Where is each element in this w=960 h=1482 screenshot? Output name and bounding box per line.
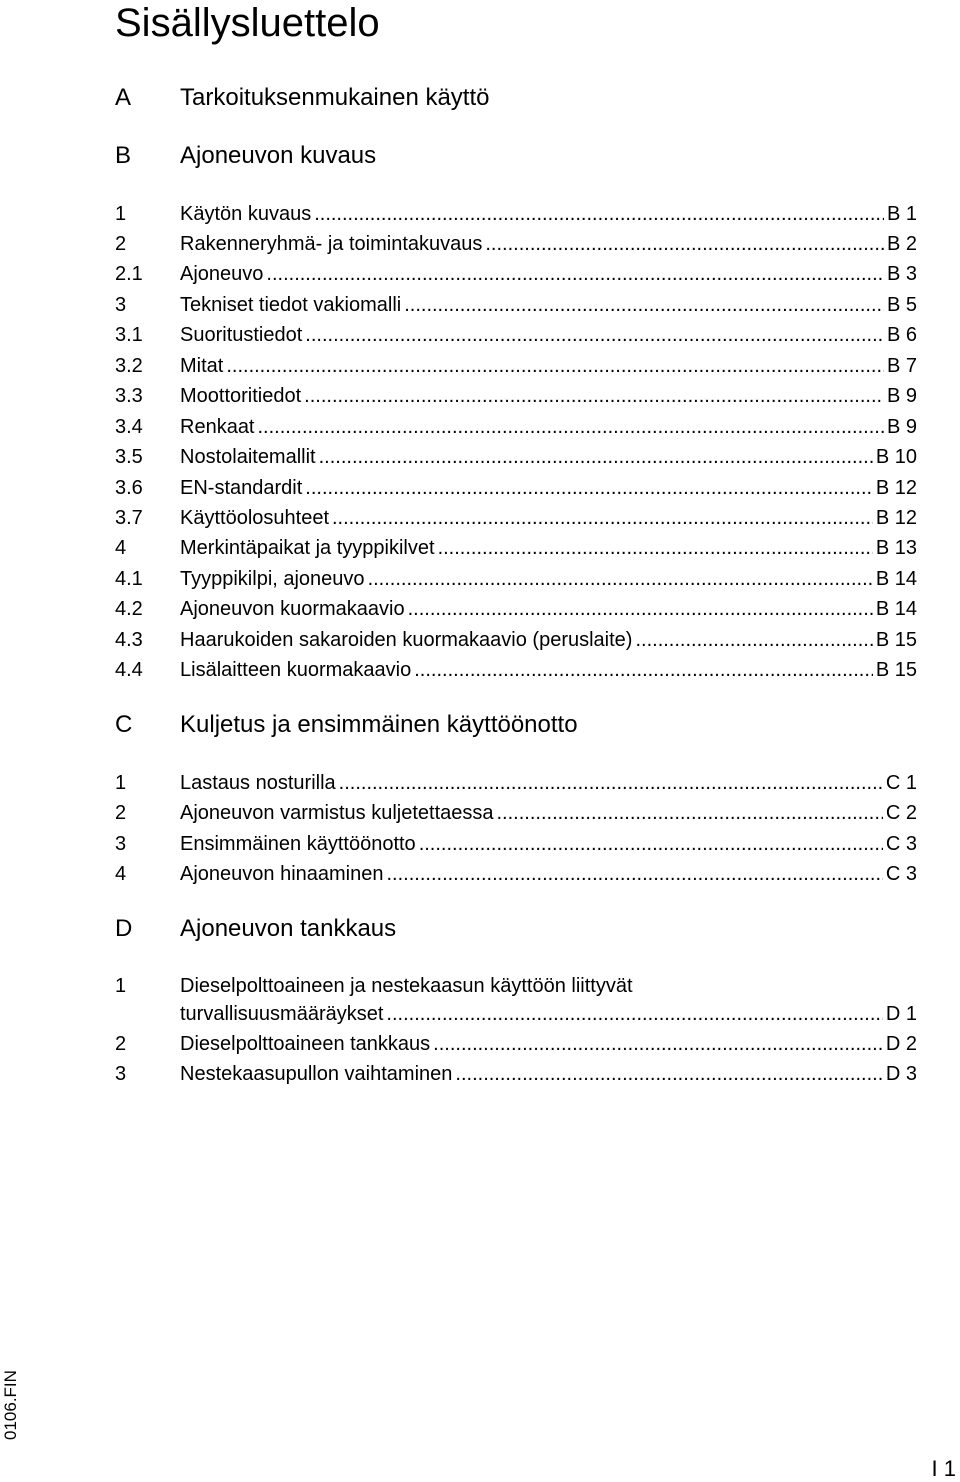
dot-leader [419, 832, 883, 856]
entry-title: Nestekaasupullon vaihtaminen [180, 1063, 453, 1085]
entry-number: 3.3 [115, 385, 143, 407]
dot-leader [305, 323, 884, 347]
entry-page: B 10 [875, 446, 917, 468]
toc-entry[interactable] [115, 597, 917, 621]
entry-number: 1 [115, 975, 127, 997]
dot-leader [314, 202, 884, 226]
entry-page: B 14 [875, 568, 917, 590]
section-title: Ajoneuvon kuvaus [180, 142, 377, 169]
toc-entry[interactable] [115, 801, 917, 825]
entry-title: Merkintäpaikat ja tyyppikilvet [180, 537, 435, 559]
dot-leader [339, 771, 883, 795]
entry-title: Suoritustiedot [180, 324, 303, 346]
dot-leader [433, 1032, 883, 1056]
entry-page: B 9 [886, 385, 917, 407]
entry-page: D 2 [885, 1033, 917, 1055]
entry-number: 3.2 [115, 355, 143, 377]
entry-title: turvallisuusmääräykset [180, 1003, 384, 1025]
toc-entry[interactable] [115, 567, 917, 591]
section-letter: C [115, 711, 133, 738]
dot-leader [497, 801, 883, 825]
entry-number: 4.2 [115, 598, 143, 620]
entry-number: 3 [115, 294, 127, 316]
entry-page: B 15 [875, 629, 917, 651]
entry-page: C 1 [885, 772, 917, 794]
entry-title: Ajoneuvon kuormakaavio [180, 598, 405, 620]
entry-title: Tekniset tiedot vakiomalli [180, 294, 402, 316]
dot-leader [408, 597, 873, 621]
entry-number: 3 [115, 833, 127, 855]
toc-entry[interactable] [115, 974, 917, 1028]
dot-leader [455, 1062, 882, 1086]
page-title: Sisällysluettelo [115, 1, 380, 45]
entry-number: 3.5 [115, 446, 143, 468]
entry-title: Tyyppikilpi, ajoneuvo [180, 568, 365, 590]
page-number: I 1 [931, 1456, 956, 1481]
entry-title: Rakenneryhmä- ja toimintakuvaus [180, 233, 483, 255]
toc-entry[interactable] [115, 506, 917, 530]
dot-leader [266, 262, 884, 286]
toc-entry[interactable] [115, 415, 917, 439]
entry-title: Haarukoiden sakaroiden kuormakaavio (peruslaite) [180, 629, 633, 651]
dot-leader [258, 415, 884, 439]
toc-entry[interactable] [115, 262, 917, 286]
entry-number: 4.4 [115, 659, 143, 681]
entry-number: 3 [115, 1063, 127, 1085]
entry-title: Dieselpolttoaineen tankkaus [180, 1033, 431, 1055]
entry-title: Ajoneuvon hinaaminen [180, 863, 384, 885]
section-letter: D [115, 915, 133, 942]
entry-page: B 9 [886, 416, 917, 438]
entry-number: 3.6 [115, 477, 143, 499]
entry-title: Ajoneuvon varmistus kuljetettaessa [180, 802, 494, 824]
toc-entry[interactable] [115, 445, 917, 469]
entry-number: 2 [115, 233, 127, 255]
section-letter: B [115, 142, 132, 169]
entry-page: C 3 [885, 863, 917, 885]
toc-entry[interactable] [115, 202, 917, 226]
toc-entry[interactable] [115, 323, 917, 347]
section-title: Kuljetus ja ensimmäinen käyttöönotto [180, 711, 578, 738]
dot-leader [332, 506, 873, 530]
dot-leader [304, 384, 884, 408]
entry-page: B 7 [886, 355, 917, 377]
entry-page: D 1 [885, 1003, 917, 1025]
entry-number: 3.7 [115, 507, 143, 529]
entry-number: 4 [115, 863, 127, 885]
entry-number: 1 [115, 772, 127, 794]
entry-page: C 3 [885, 833, 917, 855]
entry-page: C 2 [885, 802, 917, 824]
entry-page: B 12 [875, 507, 917, 529]
dot-leader [414, 658, 873, 682]
toc-entry[interactable] [115, 354, 917, 378]
dot-leader [305, 476, 873, 500]
entry-title: Moottoritiedot [180, 385, 302, 407]
toc-entry[interactable] [115, 536, 917, 560]
entry-title: Ensimmäinen käyttöönotto [180, 833, 416, 855]
entry-page: B 3 [886, 263, 917, 285]
entry-number: 3.4 [115, 416, 143, 438]
dot-leader [485, 232, 884, 256]
dot-leader [404, 293, 884, 317]
section-letter: A [115, 84, 132, 111]
toc-entry[interactable] [115, 771, 917, 795]
entry-page: B 6 [886, 324, 917, 346]
entry-page: B 5 [886, 294, 917, 316]
toc-entry[interactable] [115, 1062, 917, 1086]
entry-page: B 2 [886, 233, 917, 255]
dot-leader [226, 354, 884, 378]
toc-entry[interactable] [115, 476, 917, 500]
section-title: Tarkoituksenmukainen käyttö [180, 84, 490, 111]
toc-entry[interactable] [115, 232, 917, 256]
entry-title: Ajoneuvo [180, 263, 264, 285]
section-title: Ajoneuvon tankkaus [180, 915, 397, 942]
toc-entry[interactable] [115, 658, 917, 682]
entry-page: B 13 [875, 537, 917, 559]
entry-number: 2 [115, 1033, 127, 1055]
entry-title: Lastaus nosturilla [180, 772, 336, 794]
entry-number: 4.3 [115, 629, 143, 651]
entry-number: 4 [115, 537, 127, 559]
entry-number: 2.1 [115, 263, 143, 285]
dot-leader [368, 567, 873, 591]
toc-entry[interactable] [115, 628, 917, 652]
entry-number: 3.1 [115, 324, 143, 346]
document-code: 0106.FIN [1, 1370, 20, 1440]
dot-leader [319, 445, 873, 469]
toc-entry[interactable] [115, 832, 917, 856]
toc-entry[interactable] [115, 1032, 917, 1056]
toc-entry[interactable] [115, 293, 917, 317]
entry-title: Käytön kuvaus [180, 203, 312, 225]
toc-entry[interactable] [115, 862, 917, 886]
dot-leader [386, 1002, 882, 1026]
dot-leader [387, 862, 883, 886]
entry-title: Nostolaitemallit [180, 446, 316, 468]
dot-leader [635, 628, 872, 652]
entry-title: Lisälaitteen kuormakaavio [180, 659, 412, 681]
entry-number: 4.1 [115, 568, 143, 590]
entry-title: Mitat [180, 355, 224, 377]
entry-page: B 15 [875, 659, 917, 681]
entry-number: 1 [115, 203, 127, 225]
entry-title-line1: Dieselpolttoaineen ja nestekaasun käyttöön liittyvät [180, 975, 633, 997]
entry-number: 2 [115, 802, 127, 824]
toc-entry[interactable] [115, 384, 917, 408]
entry-title: Käyttöolosuhteet [180, 507, 329, 529]
dot-leader [438, 536, 873, 560]
entry-page: B 12 [875, 477, 917, 499]
entry-title: EN-standardit [180, 477, 303, 499]
entry-title: Renkaat [180, 416, 255, 438]
entry-page: B 1 [886, 203, 917, 225]
entry-page: D 3 [885, 1063, 917, 1085]
entry-page: B 14 [875, 598, 917, 620]
